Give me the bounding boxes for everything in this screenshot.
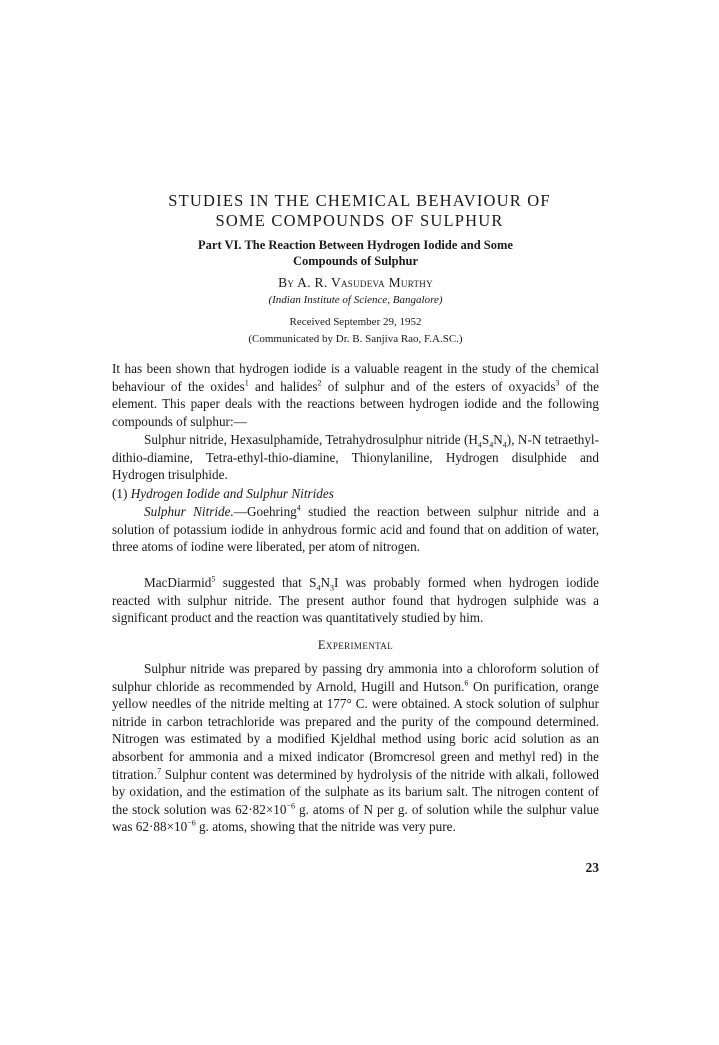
subtitle-line-1: Part VI. The Reaction Between Hydrogen Iodide and Some bbox=[198, 238, 513, 252]
intro-p2-text-d: ), N-N tetraethyl-dithio-diamine, Tetra-ethyl-thio-diamine, Thionylaniline, Hydrogen disulphide and Hydrogen trisulphide. bbox=[112, 432, 599, 483]
author-byline: By A. R. Vasudeva Murthy bbox=[278, 275, 433, 290]
nitride-p2-text-c: N bbox=[320, 575, 330, 590]
ref-2: 2 bbox=[317, 378, 322, 388]
ref-3: 3 bbox=[555, 378, 560, 388]
intro-paragraph-1 bbox=[112, 360, 599, 430]
intro-p2-text-b: S bbox=[481, 432, 490, 447]
title-line-1: STUDIES IN THE CHEMICAL BEHAVIOUR OF bbox=[168, 191, 551, 210]
nitride-paragraph-1 bbox=[112, 503, 599, 556]
exponent: −6 bbox=[286, 801, 295, 811]
ref-7: 7 bbox=[157, 766, 162, 776]
section-title: Hydrogen Iodide and Sulphur Nitrides bbox=[130, 486, 334, 501]
experimental-heading: Experimental bbox=[317, 638, 394, 652]
nitride-p1-text-a: —Goehring bbox=[233, 504, 297, 519]
intro-p1-text-a: It has been shown that hydrogen iodide is a valuable reagent in the study of the chemical behaviour of the oxides bbox=[112, 361, 599, 394]
communicated-by: (Communicated by Dr. B. Sanjiva Rao, F.A.SC.) bbox=[248, 333, 463, 345]
subscript: 4 bbox=[477, 440, 482, 450]
exp-text-c: Sulphur content was determined by hydrolysis of the nitride with alkali, followed by oxidation, and the estimation of the sulphate as its barium salt. The nitrogen content of the stock solution was 62·82×10 bbox=[112, 766, 599, 817]
page-number: 23 bbox=[585, 860, 599, 875]
ref-6: 6 bbox=[464, 678, 469, 688]
subscript: 4 bbox=[489, 440, 494, 450]
subscript: 3 bbox=[329, 583, 334, 593]
subtitle-line-2: Compounds of Sulphur bbox=[292, 254, 419, 268]
experimental-paragraph bbox=[112, 660, 599, 836]
article-title bbox=[100, 191, 619, 231]
received-date: Received September 29, 1952 bbox=[289, 316, 422, 328]
exp-text-b: On purification, orange yellow needles of the nitride melting at 177° C. were obtained. A stock solution of sulphur nitride in carbon tetrachloride was prepared and the purity of the compound determined. Nitrogen was estimated by a modified Kjeldhal method using boric acid solution as an absorbent for ammonia and a mixed indicator (Bromcresol green and methyl red) in the titration. bbox=[112, 678, 599, 782]
run-in-heading: Sulphur Nitride. bbox=[144, 504, 234, 519]
intro-p2-text-a: Sulphur nitride, Hexasulphamide, Tetrahydrosulphur nitride (H bbox=[144, 432, 478, 447]
exp-text-a: Sulphur nitride was prepared by passing dry ammonia into a chloroform solution of sulphur chloride as recommended by Arnold, Hugill and Hutson. bbox=[112, 661, 599, 694]
ref-1: 1 bbox=[244, 378, 249, 388]
intro-p1-text-d: of the element. This paper deals with the reactions between hydrogen iodide and the following compounds of sulphur:— bbox=[112, 378, 599, 429]
nitride-p2-text-b: suggested that S bbox=[215, 575, 317, 590]
section-heading-1 bbox=[112, 485, 599, 503]
intro-p1-text-c: of sulphur and of the esters of oxyacids bbox=[321, 378, 556, 394]
exp-text-d: g. atoms of N per g. of solution while the sulphur value was 62·88×10 bbox=[112, 801, 599, 835]
subscript: 4 bbox=[316, 583, 321, 593]
exp-text-e: g. atoms, showing that the nitride was very pure. bbox=[195, 819, 456, 835]
title-line-2: SOME COMPOUNDS OF SULPHUR bbox=[215, 211, 504, 230]
ref-5: 5 bbox=[211, 574, 216, 584]
section-number: (1) bbox=[112, 486, 128, 501]
exponent: −6 bbox=[187, 818, 196, 828]
article-subtitle bbox=[112, 237, 599, 269]
author-affiliation: (Indian Institute of Science, Bangalore) bbox=[268, 294, 443, 306]
nitride-p1-text-b: studied the reaction between sulphur nitride and a solution of potassium iodide in anhydrous formic acid and found that on addition of water, three atoms of iodine were liberated, per atom of nitrogen. bbox=[112, 504, 599, 555]
intro-p1-text-b: and halides bbox=[248, 378, 318, 394]
nitride-p2-text-a: MacDiarmid bbox=[144, 575, 212, 590]
subscript: 4 bbox=[502, 440, 507, 450]
nitride-paragraph-2 bbox=[112, 574, 599, 627]
intro-p2-text-c: N bbox=[493, 432, 503, 447]
nitride-p2-text-d: I was probably formed when hydrogen iodide reacted with sulphur nitride. The present author found that hydrogen sulphide was a significant product and the reaction was quantitatively studied by him. bbox=[112, 575, 599, 626]
intro-paragraph-2 bbox=[112, 431, 599, 484]
ref-4: 4 bbox=[296, 503, 301, 513]
